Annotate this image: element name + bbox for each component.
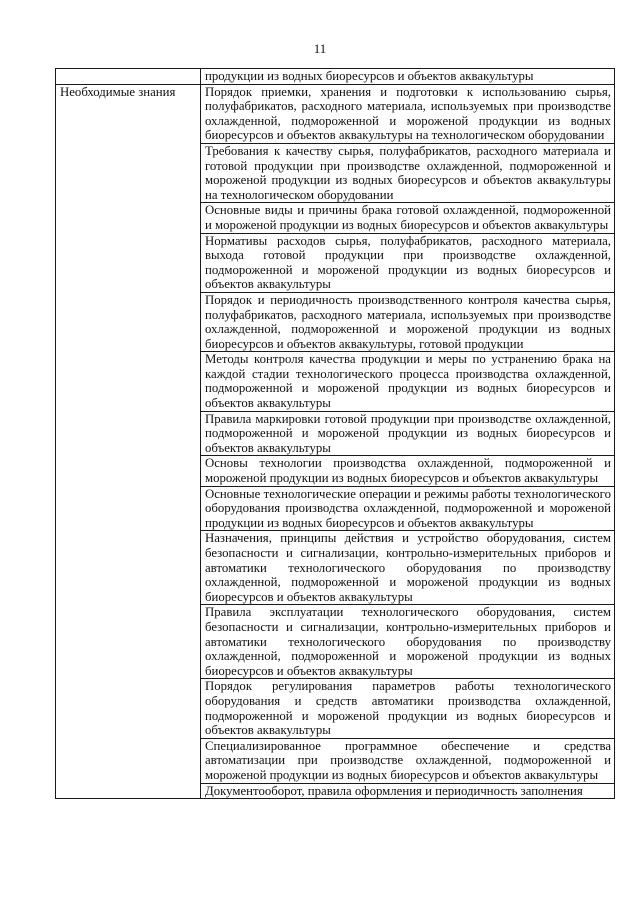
continued-row-text: продукции из водных биоресурсов и объектов аквакультуры — [201, 69, 615, 85]
page-number: 11 — [313, 41, 327, 56]
knowledge-item: Основные виды и причины брака готовой охлажденной, подмороженной и мороженой продукции из водных биоресурсов и объектов аквакультуры — [201, 203, 615, 233]
knowledge-item: Порядок приемки, хранения и подготовки к использованию сырья, полуфабрикатов, расходного материала, используемых при производстве охлажденной, подмороженной и мороженой продукции из водных биоресурсов и объектов аквакультуры на технологическом оборудовании — [201, 84, 615, 143]
section-label: Необходимые знания — [56, 84, 201, 799]
knowledge-item: Порядок и периодичность производственного контроля качества сырья, полуфабрикатов, расходного материала, используемых при производстве охлажденной, подмороженной и мороженой продукции из водных биоресурсов и объектов аквакультуры, готовой продукции — [201, 292, 615, 351]
knowledge-item: Нормативы расходов сырья, полуфабрикатов, расходного материала, выхода готовой продукции при производстве охлажденной, подмороженной и мороженой продукции из водных биоресурсов и объектов аквакультуры — [201, 233, 615, 292]
table-row — [56, 84, 615, 143]
knowledge-item: Правила эксплуатации технологического оборудования, систем безопасности и сигнализации, контрольно-измерительных приборов и автоматики технологического оборудования по производству охлажденной, подмороженной и мороженой продукции из водных биоресурсов и объектов аквакультуры — [201, 605, 615, 679]
knowledge-table — [55, 68, 615, 799]
table-row — [56, 69, 615, 85]
knowledge-item: Основные технологические операции и режимы работы технологического оборудования производства охлажденной, подмороженной и мороженой продукции из водных биоресурсов и объектов аквакультуры — [201, 486, 615, 531]
knowledge-item: Основы технологии производства охлажденной, подмороженной и мороженой продукции из водных биоресурсов и объектов аквакультуры — [201, 456, 615, 486]
knowledge-item: Правила маркировки готовой продукции при производстве охлажденной, подмороженной и мороженой продукции из водных биоресурсов и объектов аквакультуры — [201, 411, 615, 456]
knowledge-item: Порядок регулирования параметров работы технологического оборудования и средств автоматики производства охлажденной, подмороженной и мороженой продукции из водных биоресурсов и объектов аквакультуры — [201, 679, 615, 738]
knowledge-item: Назначения, принципы действия и устройство оборудования, систем безопасности и сигнализации, контрольно-измерительных приборов и автоматики технологического оборудования по производству охлажденной, подмороженной и мороженой продукции из водных биоресурсов и объектов аквакультуры — [201, 531, 615, 605]
empty-label-cell — [56, 69, 201, 85]
knowledge-item: Требования к качеству сырья, полуфабрикатов, расходного материала и готовой продукции при производстве охлажденной, подмороженной и мороженой продукции из водных биоресурсов и объектов аквакультуры на технологическом оборудовании — [201, 143, 615, 202]
knowledge-item: Методы контроля качества продукции и меры по устранению брака на каждой стадии технологического процесса производства охлажденной, подмороженной и мороженой продукции из водных биоресурсов и объектов аквакультуры — [201, 352, 615, 411]
knowledge-item: Специализированное программное обеспечение и средства автоматизации при производстве охлажденной, подмороженной и мороженой продукции из водных биоресурсов и объектов аквакультуры — [201, 738, 615, 783]
knowledge-item: Документооборот, правила оформления и периодичность заполнения — [201, 783, 615, 799]
